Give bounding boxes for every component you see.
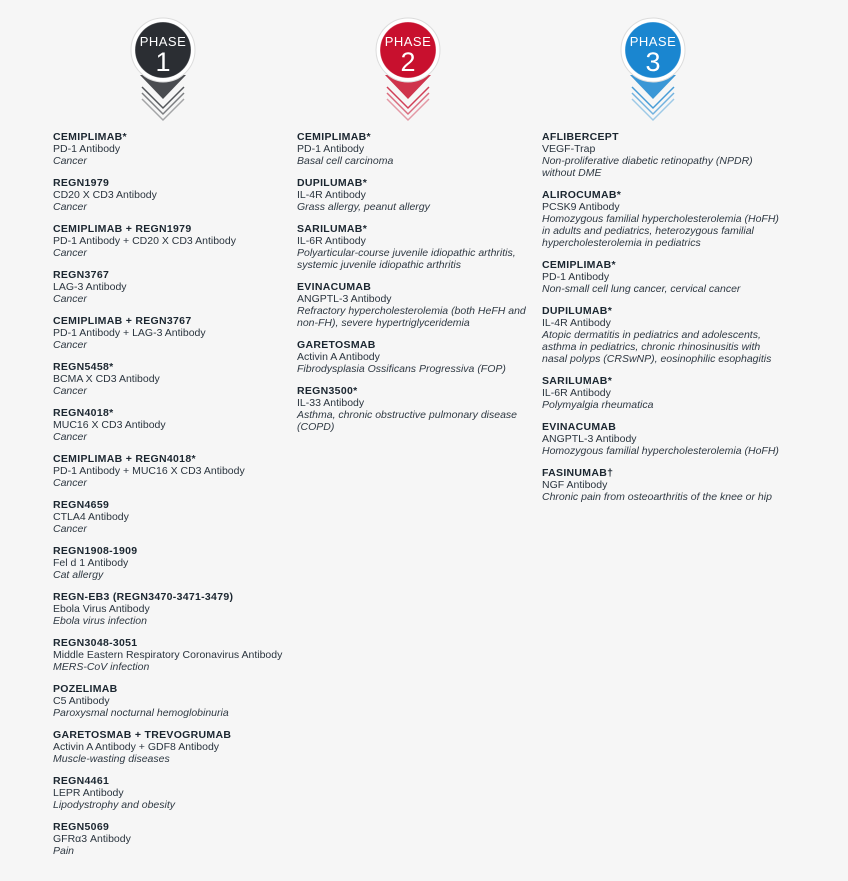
drug-target: ANGPTL-3 Antibody bbox=[297, 293, 392, 305]
drug-indication: Pain bbox=[53, 845, 75, 857]
drug-target: Fel d 1 Antibody bbox=[53, 557, 129, 569]
drug-name: DUPILUMAB* bbox=[542, 305, 613, 317]
drug-target: Activin A Antibody + GDF8 Antibody bbox=[53, 741, 220, 753]
drug-target: LAG-3 Antibody bbox=[53, 281, 127, 293]
pipeline-entry bbox=[53, 407, 283, 443]
drug-indication: Cat allergy bbox=[53, 569, 104, 581]
pipeline-entry bbox=[53, 453, 283, 489]
drug-indication: Lipodystrophy and obesity bbox=[53, 799, 175, 811]
pipeline-entry bbox=[297, 281, 533, 329]
pipeline-entry bbox=[53, 591, 283, 627]
drug-name: EVINACUMAB bbox=[297, 281, 372, 293]
pipeline-entry bbox=[542, 189, 782, 249]
drug-target: Activin A Antibody bbox=[297, 351, 380, 363]
drug-indication: Cancer bbox=[53, 155, 87, 167]
pipeline-entry bbox=[542, 131, 782, 179]
drug-target: PCSK9 Antibody bbox=[542, 201, 620, 213]
phase-label: PHASE bbox=[384, 34, 432, 49]
drug-target: Middle Eastern Respiratory Coronavirus Antibody bbox=[53, 649, 283, 661]
phase-number: 3 bbox=[645, 47, 661, 77]
pipeline-entry bbox=[297, 177, 533, 213]
drug-indication: Cancer bbox=[53, 247, 87, 259]
drug-name: REGN3048-3051 bbox=[53, 637, 138, 649]
drug-target: VEGF-Trap bbox=[542, 143, 596, 155]
drug-target: Ebola Virus Antibody bbox=[53, 603, 150, 615]
phase-3-entries bbox=[542, 131, 782, 513]
drug-indication: Fibrodysplasia Ossificans Progressiva (FOP) bbox=[297, 363, 506, 375]
drug-indication: Paroxysmal nocturnal hemoglobinuria bbox=[53, 707, 229, 719]
drug-indication: Cancer bbox=[53, 293, 87, 305]
drug-indication: Cancer bbox=[53, 339, 87, 351]
drug-target: CTLA4 Antibody bbox=[53, 511, 129, 523]
drug-indication: Non-small cell lung cancer, cervical cancer bbox=[542, 283, 741, 295]
phase-1-badge bbox=[130, 17, 196, 125]
pipeline-entry bbox=[297, 131, 533, 167]
drug-name: CEMIPLIMAB + REGN3767 bbox=[53, 315, 192, 327]
drug-name: AFLIBERCEPT bbox=[542, 131, 619, 143]
drug-name: CEMIPLIMAB* bbox=[297, 131, 371, 143]
phase-number: 2 bbox=[400, 47, 416, 77]
drug-indication: Chronic pain from osteoarthritis of the knee or hip bbox=[542, 491, 772, 503]
drug-indication: Homozygous familial hypercholesterolemia (HoFH) in adults and pediatrics, heterozygous familial hypercholesterolemia in pediatrics bbox=[542, 213, 779, 249]
phase-3-badge bbox=[620, 17, 686, 125]
drug-target: PD-1 Antibody bbox=[542, 271, 610, 283]
drug-name: REGN4659 bbox=[53, 499, 110, 511]
drug-indication: Polyarticular-course juvenile idiopathic arthritis, systemic juvenile idiopathic arthritis bbox=[297, 247, 516, 271]
drug-name: POZELIMAB bbox=[53, 683, 118, 695]
drug-target: BCMA X CD3 Antibody bbox=[53, 373, 160, 385]
drug-indication: Grass allergy, peanut allergy bbox=[297, 201, 430, 213]
phase-label: PHASE bbox=[139, 34, 187, 49]
drug-target: PD-1 Antibody bbox=[297, 143, 365, 155]
drug-indication: Refractory hypercholesterolemia (both HeFH and non-FH), severe hypertriglyceridemia bbox=[297, 305, 526, 329]
drug-name: CEMIPLIMAB + REGN4018* bbox=[53, 453, 196, 465]
drug-indication: Basal cell carcinoma bbox=[297, 155, 394, 167]
drug-indication: Cancer bbox=[53, 385, 87, 397]
pipeline-entry bbox=[53, 315, 283, 351]
pipeline-entry bbox=[53, 177, 283, 213]
drug-name: REGN4018* bbox=[53, 407, 114, 419]
drug-indication: Cancer bbox=[53, 523, 87, 535]
drug-indication: Atopic dermatitis in pediatrics and adolescents, asthma in pediatrics, chronic rhinosinusitis with nasal polyps (CRSwNP), eosinophilic esophagitis bbox=[542, 329, 772, 365]
drug-indication: Homozygous familial hypercholesterolemia (HoFH) bbox=[542, 445, 779, 457]
drug-name: REGN5069 bbox=[53, 821, 110, 833]
drug-name: REGN4461 bbox=[53, 775, 110, 787]
drug-name: GARETOSMAB bbox=[297, 339, 376, 351]
drug-name: SARILUMAB* bbox=[542, 375, 613, 387]
drug-name: REGN3767 bbox=[53, 269, 110, 281]
drug-name: REGN-EB3 (REGN3470-3471-3479) bbox=[53, 591, 234, 603]
drug-indication: Asthma, chronic obstructive pulmonary disease (COPD) bbox=[297, 409, 518, 433]
pipeline-entry bbox=[53, 683, 283, 719]
drug-target: IL-4R Antibody bbox=[542, 317, 611, 329]
pipeline-entry bbox=[542, 467, 782, 503]
drug-target: IL-6R Antibody bbox=[542, 387, 611, 399]
pipeline-entry bbox=[542, 259, 782, 295]
drug-name: FASINUMAB† bbox=[542, 467, 614, 479]
drug-target: IL-4R Antibody bbox=[297, 189, 366, 201]
drug-indication: Cancer bbox=[53, 201, 87, 213]
drug-name: EVINACUMAB bbox=[542, 421, 617, 433]
pipeline-entry bbox=[297, 339, 533, 375]
drug-name: ALIROCUMAB* bbox=[542, 189, 622, 201]
drug-target: PD-1 Antibody + CD20 X CD3 Antibody bbox=[53, 235, 236, 247]
pipeline-entry bbox=[53, 775, 283, 811]
pipeline-entry bbox=[53, 269, 283, 305]
pipeline-entry bbox=[53, 131, 283, 167]
drug-target: PD-1 Antibody + LAG-3 Antibody bbox=[53, 327, 206, 339]
pipeline-entry bbox=[542, 305, 782, 365]
drug-target: LEPR Antibody bbox=[53, 787, 124, 799]
phase-label: PHASE bbox=[629, 34, 677, 49]
phase-1-entries bbox=[53, 131, 283, 867]
drug-indication: Muscle-wasting diseases bbox=[53, 753, 170, 765]
drug-name: REGN1908-1909 bbox=[53, 545, 138, 557]
pipeline-entry bbox=[53, 361, 283, 397]
phase-2-entries bbox=[297, 131, 533, 443]
pipeline-entry bbox=[53, 545, 283, 581]
drug-name: REGN1979 bbox=[53, 177, 110, 189]
pipeline-entry bbox=[297, 223, 533, 271]
drug-target: PD-1 Antibody bbox=[53, 143, 121, 155]
drug-name: CEMIPLIMAB* bbox=[542, 259, 616, 271]
pipeline-entry bbox=[53, 499, 283, 535]
drug-indication: Ebola virus infection bbox=[53, 615, 147, 627]
drug-target: MUC16 X CD3 Antibody bbox=[53, 419, 166, 431]
drug-name: GARETOSMAB + TREVOGRUMAB bbox=[53, 729, 232, 741]
drug-name: DUPILUMAB* bbox=[297, 177, 368, 189]
pipeline-entry bbox=[53, 223, 283, 259]
pipeline-entry bbox=[542, 421, 782, 457]
drug-target: GFRα3 Antibody bbox=[53, 833, 131, 845]
drug-target: PD-1 Antibody + MUC16 X CD3 Antibody bbox=[53, 465, 245, 477]
pipeline-entry bbox=[53, 637, 283, 673]
pipeline-entry bbox=[297, 385, 533, 433]
drug-indication: Polymyalgia rheumatica bbox=[542, 399, 654, 411]
drug-indication: Non-proliferative diabetic retinopathy (NPDR) without DME bbox=[542, 155, 753, 179]
pipeline-entry bbox=[53, 821, 283, 857]
drug-name: SARILUMAB* bbox=[297, 223, 368, 235]
drug-target: IL-6R Antibody bbox=[297, 235, 366, 247]
drug-indication: Cancer bbox=[53, 431, 87, 443]
drug-name: CEMIPLIMAB* bbox=[53, 131, 127, 143]
phase-2-badge bbox=[375, 17, 441, 125]
drug-name: REGN5458* bbox=[53, 361, 114, 373]
phase-number: 1 bbox=[155, 47, 171, 77]
drug-target: C5 Antibody bbox=[53, 695, 110, 707]
drug-name: CEMIPLIMAB + REGN1979 bbox=[53, 223, 192, 235]
drug-name: REGN3500* bbox=[297, 385, 358, 397]
drug-target: NGF Antibody bbox=[542, 479, 608, 491]
drug-target: IL-33 Antibody bbox=[297, 397, 365, 409]
drug-indication: Cancer bbox=[53, 477, 87, 489]
pipeline-entry bbox=[53, 729, 283, 765]
pipeline-entry bbox=[542, 375, 782, 411]
drug-indication: MERS-CoV infection bbox=[53, 661, 150, 673]
drug-target: ANGPTL-3 Antibody bbox=[542, 433, 637, 445]
drug-target: CD20 X CD3 Antibody bbox=[53, 189, 157, 201]
